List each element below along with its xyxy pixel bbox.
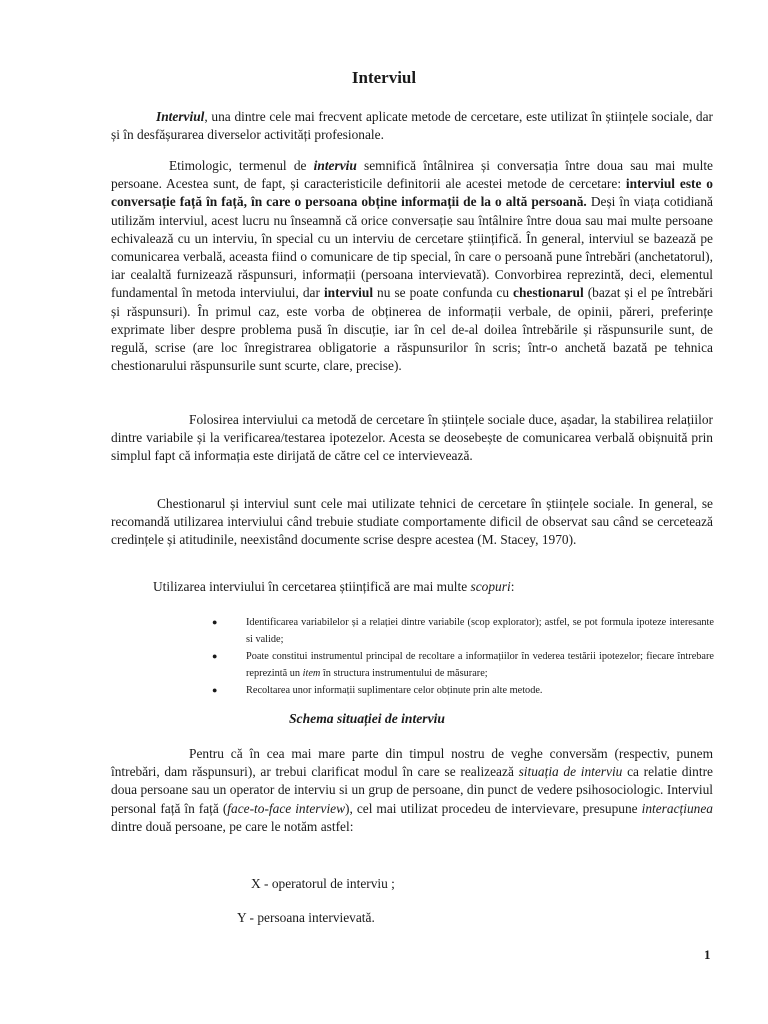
paragraph-text: ), cel mai utilizat procedeu de intervievare, presupune	[345, 800, 642, 816]
paragraph-text: , una dintre cele mai frecvent aplicate metode de cercetare, este utilizat în științele sociale, dar și în desfășurarea diverselor activități profesionale.	[111, 109, 713, 143]
variable-description: - persoana intervievată.	[246, 910, 375, 925]
emphasis-term: scopuri	[470, 579, 511, 594]
emphasis-term: item	[302, 668, 321, 679]
list-item-text: în structura instrumentului de măsurare;	[320, 668, 488, 679]
paragraph-intro	[111, 108, 713, 144]
emphasis-term: situația de interviu	[518, 764, 623, 780]
paragraph-text: (bazat și el pe întrebări și răspunsuri). În primul caz, este vorba de obținerea de informații verbale, de opinii, păreri, preferințe exprimate liber despre problema pusă în discuție, iar în cel de-al doilea întrebările și răspunsurile sunt, de regulă, scrise (are loc înregistrarea obligatorie a răspunsurilor în scris; într-o anchetă bazată pe tehnica chestionarului răspunsurile sunt scurte, clare, precise).	[111, 285, 713, 374]
definition-bold: interviul este o conversație față în față, în care o persoana obține informații de la o altă persoană.	[111, 176, 713, 210]
paragraph-etymology	[111, 157, 713, 375]
variable-y-line	[237, 910, 375, 926]
list-item-text: Identificarea variabilelor și a relației dintre variabile (scop explorator); astfel, se pot formula ipoteze interesante si valide;	[246, 617, 714, 645]
list-item-text: Poate constitui instrumentul principal de recoltare a informațiilor în vederea testării ipotezelor; fiecare întrebare reprezintă un	[246, 651, 714, 679]
paragraph-usage: Folosirea interviului ca metodă de cercetare în științele sociale duce, așadar, la stabilirea relațiilor dintre variabile și la verificarea/testarea ipotezelor. Acesta se deosebește de comunicarea verbală obișnuită prin simplul fapt că informația este dirijată de către cel ce intervievează.	[111, 412, 713, 464]
bullet-icon: ●	[212, 617, 218, 627]
page-number: 1	[704, 947, 711, 962]
paragraph-purposes	[111, 578, 713, 596]
emphasis-term: face-to-face interview	[227, 800, 346, 816]
bullet-icon: ●	[212, 685, 218, 695]
variable-x-line	[251, 876, 395, 892]
paragraph-text: Deși în viața cotidiană utilizăm interviul, acest lucru nu înseamnă că orice conversație sau întâlnire între doua sau mai multe persoane echivalează cu un interviu, în special cu un interviu de cercetare științifică. În general, interviul se bazează pe comunicarea verbală, aceasta fiind o comunicare de tip special, în care o persoană pune întrebări (anchetatorul), iar cealaltă furnizează răspunsuri, informații (persoana intervievată). Convorbirea reprezintă, deci, elementul fundamental în metoda interviului, dar	[111, 194, 714, 301]
paragraph-text: ca relatie dintre doua persoane sau un operator de interviu si un grup de persoane, din punct de vedere psihosociologic. Interviul personal față în față (	[111, 764, 713, 816]
variable-description: - operatorul de interviu ;	[260, 876, 395, 891]
paragraph-text: Utilizarea interviului în cercetarea științifică are mai multe	[153, 579, 471, 594]
emphasis-term: Interviul	[156, 109, 205, 124]
emphasis-term: interviul	[323, 285, 374, 301]
variable-symbol: X	[251, 876, 261, 891]
paragraph-text: Pentru că în cea mai mare parte din timpul nostru de veghe conversăm (respectiv, punem întrebări, dam răspunsuri), ar trebui clarificat modul în care se realizează	[111, 746, 713, 780]
list-item-text: Recoltarea unor informații suplimentare celor obținute prin alte metode.	[246, 685, 543, 696]
emphasis-term: interviu	[313, 158, 357, 173]
list-item	[212, 648, 714, 682]
list-item	[212, 614, 714, 648]
paragraph-situation	[111, 745, 713, 836]
page-title: Interviul	[351, 68, 417, 87]
paragraph-questionnaire: Chestionarul și interviul sunt cele mai utilizate tehnici de cercetare în științele sociale. In general, se recomandă utilizarea interviului când trebuie studiate comportamente dificil de observat sau când se cercetează credințele și atitudinile, neexistând documente scrise despre acestea (M. Stacey, 1970).	[111, 496, 713, 548]
section-subtitle: Schema situației de interviu	[289, 711, 445, 726]
paragraph-text: semnifică întâlnirea și conversația între doua sau mai multe persoane. Acestea sunt, de fapt, și caracteristicile definitorii ale acestei metode de cercetare:	[111, 158, 713, 192]
purposes-list	[212, 614, 714, 699]
variable-symbol: Y	[237, 910, 247, 925]
paragraph-text: nu se poate confunda cu	[373, 285, 514, 301]
paragraph-text: :	[510, 579, 515, 594]
bullet-icon: ●	[212, 651, 218, 661]
emphasis-term: chestionarul	[513, 285, 584, 301]
emphasis-term: interacțiunea	[641, 800, 713, 816]
paragraph-text: Etimologic, termenul de	[169, 158, 314, 173]
paragraph-text: dintre două persoane, pe care le notăm astfel:	[111, 818, 354, 834]
list-item	[212, 682, 714, 699]
